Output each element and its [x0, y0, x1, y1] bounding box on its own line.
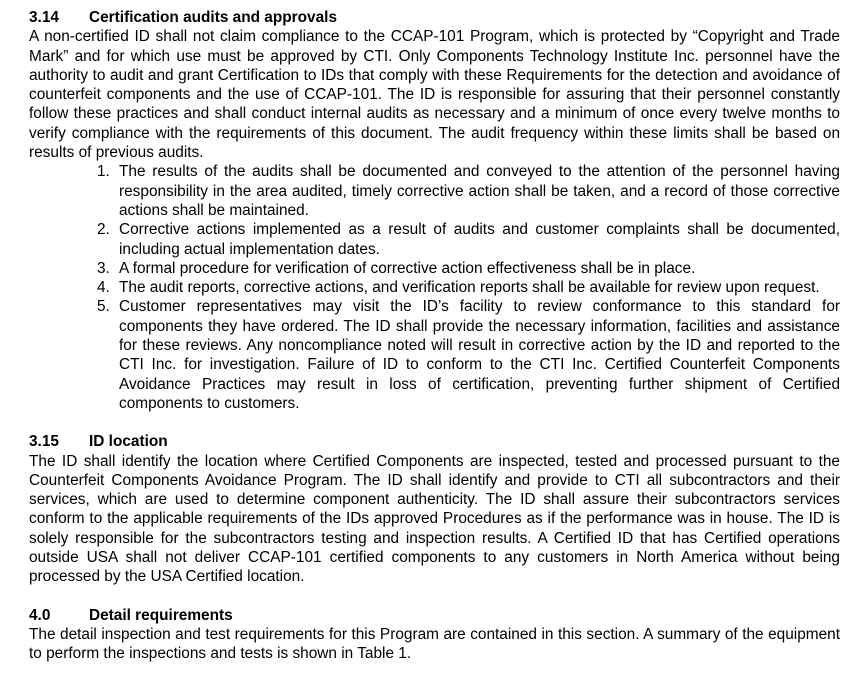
section-title: Detail requirements [89, 606, 233, 624]
list-item [97, 220, 840, 259]
list-item [97, 162, 840, 220]
section-heading-3-14 [29, 8, 840, 27]
section-number: 3.15 [29, 433, 59, 451]
section-title: ID location [89, 433, 168, 451]
section-paragraph: A non-certified ID shall not claim compliance to the CCAP-101 Program, which is protected by “Copyright and Trade Mark” and for which use must be approved by CTI. Only Components Technology Institute Inc. personnel have the authority to audit and grant Certification to IDs that comply with these Requirements for the detection and avoidance of counterfeit components and the use of CCAP-101. The ID is responsible for assuring that their personnel constantly follow these practices and shall conduct internal audits as necessary and a minimum of once every twelve months to verify compliance with the requirements of this document. The audit frequency within these limits shall be based on results of previous audits. [29, 28, 840, 162]
list-item-number: 3. [97, 259, 110, 277]
section-number: 4.0 [29, 606, 51, 624]
list-item [97, 278, 840, 297]
list-item-text: Corrective actions implemented as a result of audits and customer complaints shall be documented, including actual implementation dates. [119, 221, 840, 258]
list-item-text: A formal procedure for verification of corrective action effectiveness shall be in place. [119, 259, 696, 277]
list-item-text: The audit reports, corrective actions, and verification reports shall be available for review upon request. [119, 279, 820, 297]
section-spacer [29, 413, 840, 432]
list-item-number: 1. [97, 163, 110, 181]
list-item-number: 5. [97, 298, 110, 316]
section-heading-3-15 [29, 432, 840, 451]
list-item-text: Customer representatives may visit the ID’s facility to review conformance to this standard for components they have ordered. The ID shall provide the necessary information, facilities and assistance for these reviews. Any noncompliance noted will result in corrective action by the ID and reported to the CTI Inc. for investigation. Failure of ID to conform to the CTI Inc. Certified Counterfeit Components Avoidance Practices may result in loss of certification, preventing further shipment of Certified components to customers. [119, 298, 840, 412]
section-paragraph: The ID shall identify the location where Certified Components are inspected, tested and processed pursuant to the Counterfeit Components Avoidance Program. The ID shall identify and provide to CTI all subcontractors and their services, which are used to determine component authenticity. The ID shall assure their subcontractors services conform to the applicable requirements of the IDs approved Procedures as if the performance was in house. The ID is solely responsible for the subcontractors testing and inspection results. A Certified ID that has Certified operations outside USA shall not deliver CCAP-101 certified components to any customers in North America without being processed by the USA Certified location. [29, 452, 840, 586]
section-heading-4-0 [29, 606, 840, 625]
list-item-number: 2. [97, 221, 110, 239]
list-item-number: 4. [97, 279, 110, 297]
list-item-text: The results of the audits shall be documented and conveyed to the attention of the personnel having responsibility in the area audited, timely corrective action shall be taken, and a record of those corrective actions shall be maintained. [119, 163, 840, 219]
section-number: 3.14 [29, 9, 59, 26]
list-item [97, 297, 840, 413]
section-paragraph: The detail inspection and test requirements for this Program are contained in this section. A summary of the equipment to perform the inspections and tests is shown in Table 1. [29, 625, 840, 663]
list-item [97, 259, 840, 278]
section-spacer [29, 587, 840, 606]
requirements-list [29, 162, 840, 413]
section-title: Certification audits and approvals [89, 9, 338, 26]
